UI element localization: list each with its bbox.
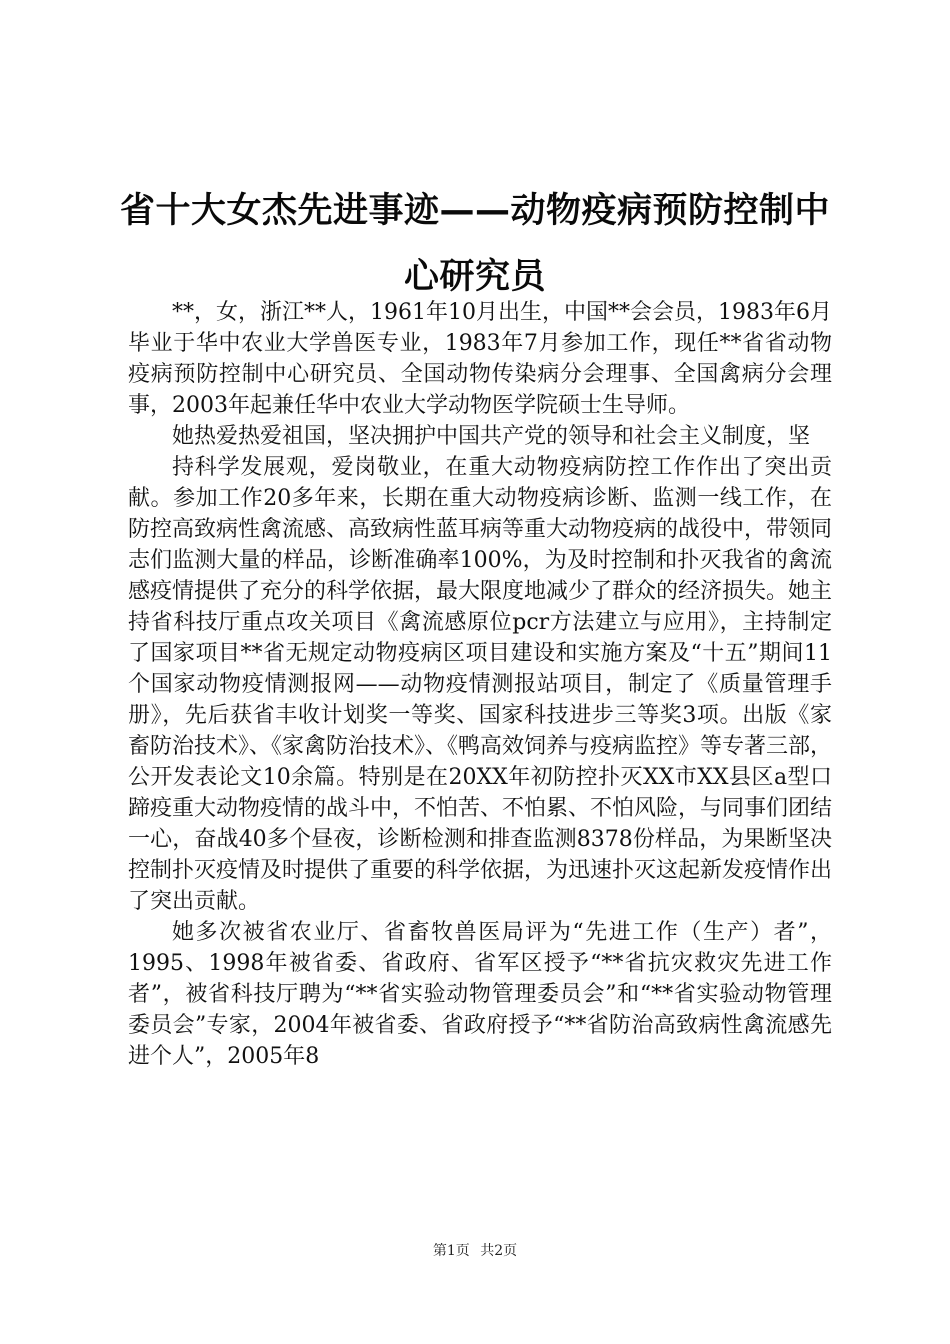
paragraph-achievements: 持科学发展观，爱岗敬业，在重大动物疫病防控工作作出了突出贡献。参加工作20多年来，长期在重大动物疫病诊断、监测一线工作，在防控高致病性禽流感、高致病性蓝耳病等重大动物疫病的战役中，带领同志们监测大量的样品，诊断准确率100%，为及时控制和扑灭我省的禽流感疫情提供了充分的科学依据，最大限度地减少了群众的经济损失。她主持省科技厅重点攻关项目《禽流感原位pcr方法建立与应用》，主持制定了国家项目**省无规定动物疫病区项目建设和实施方案及“十五”期间11个国家动物疫情测报网——动物疫情测报站项目，制定了《质量管理手册》，先后获省丰收计划奖一等奖、国家科技进步三等奖3项。出版《家畜防治技术》、《家禽防治技术》、《鸭高效饲养与疫病监控》等专著三部，公开发表论文10余篇。特别是在20XX年初防控扑灭XX市XX县区a型口蹄疫重大动物疫情的战斗中，不怕苦、不怕累、不怕风险，与同事们团结一心，奋战40多个昼夜，诊断检测和排查监测8378份样品，为果断坚决控制扑灭疫情及时提供了重要的科学依据，为迅速扑灭这起新发疫情作出了突出贡献。	[128, 455, 833, 914]
page-total: 共2页	[480, 1243, 518, 1259]
document-title: 省十大女杰先进事迹——动物疫病预防控制中心研究员	[119, 191, 830, 297]
paragraph-bio: **，女，浙江**人，1961年10月出生，中国**会会员，1983年6月毕业于华中农业大学兽医专业，1983年7月参加工作，现任**省省动物疫病预防控制中心研究员、全国动物传染病分会理事、全国禽病分会理事，2003年起兼任华中农业大学动物医学院硕士生导师。	[128, 300, 832, 418]
document-body	[128, 297, 832, 1072]
page-number: 第1页	[432, 1243, 470, 1259]
paragraph-patriotism: 她热爱热爱祖国，坚决拥护中国共产党的领导和社会主义制度，坚	[172, 424, 811, 449]
paragraph-honors: 她多次被省农业厅、省畜牧兽医局评为“先进工作（生产）者”，1995、1998年被省委、省政府、省军区授予“**省抗灾救灾先进工作者”，被省科技厅聘为“**省实验动物管理委员会”和“**省实验动物管理委员会”专家，2004年被省委、省政府授予“**省防治高致病性禽流感先进个人”，2005年8	[128, 920, 832, 1069]
page-footer	[0, 1240, 950, 1260]
